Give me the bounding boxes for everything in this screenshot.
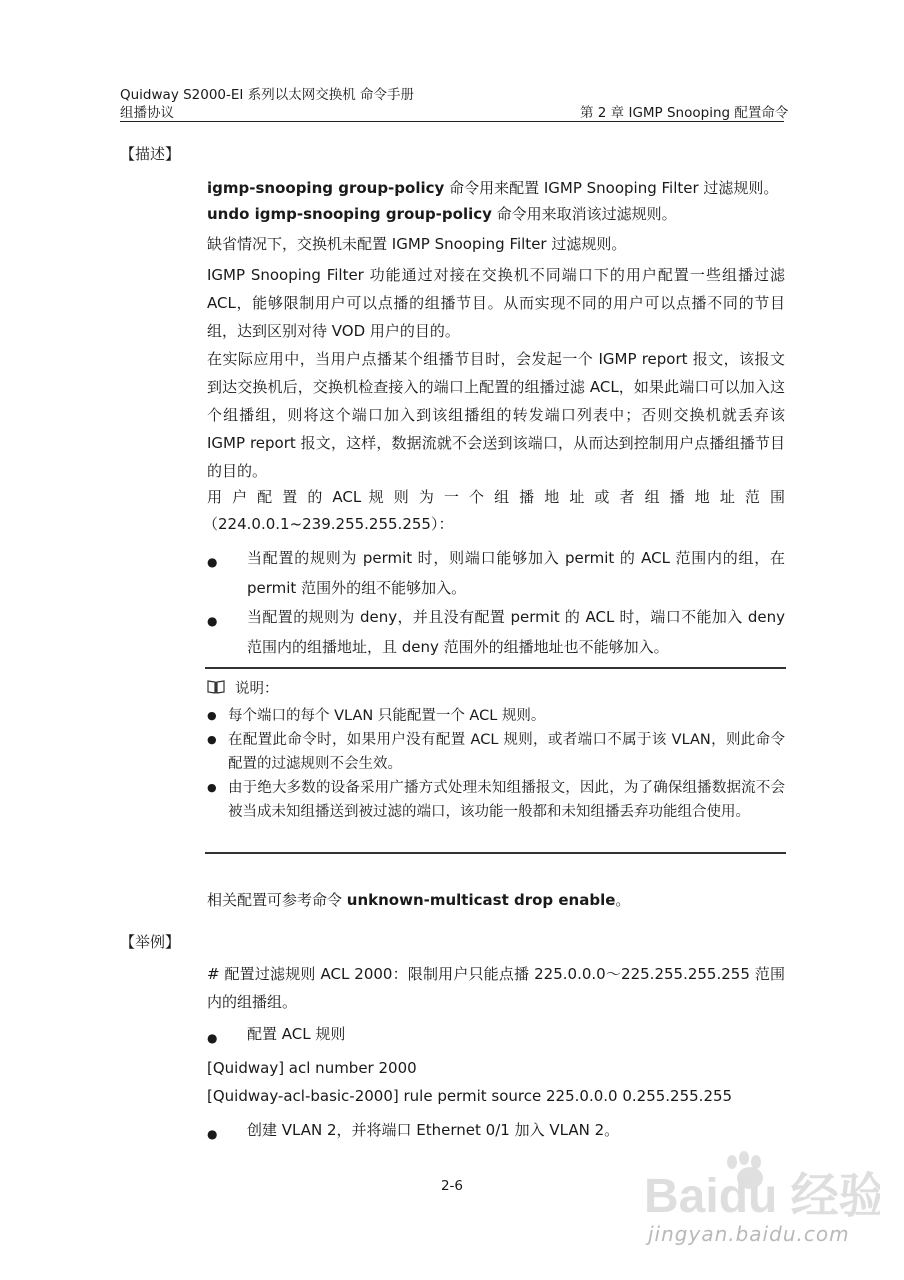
note-bottom-rule: [205, 852, 786, 854]
section-describe-heading: 【描述】: [120, 145, 181, 163]
header-section-name: 组播协议: [120, 105, 174, 121]
describe-bullet-deny: 当配置的规则为 deny，并且没有配置 permit 的 ACL 时，端口不能加入 deny范围内的组播地址，且 deny 范围外的组播地址也不能够加入。: [247, 608, 785, 656]
bullet-icon: ●: [207, 733, 217, 746]
describe-cmd1-line: igmp-snooping group-policy 命令用来配置 IGMP Snooping Filter 过滤规则。: [207, 179, 779, 197]
command-name: undo igmp-snooping group-policy: [207, 205, 492, 223]
describe-bullet-permit: 当配置的规则为 permit 时，则端口能够加入 permit 的 ACL 范围内的组，在permit 范围外的组不能够加入。: [247, 549, 785, 597]
watermark-logo-text: Baidu 经验: [644, 1170, 880, 1222]
baidu-watermark-logo: [640, 1148, 880, 1222]
note-item-3: 由于绝大多数的设备采用广播方式处理未知组播报文，因此，为了确保组播数据流不会被当成未知组播送到被过滤的端口，该功能一般都和未知组播丢弃功能组合使用。: [228, 780, 785, 820]
bullet-icon: ●: [207, 1031, 218, 1045]
book-icon: [207, 679, 225, 695]
example-intro: # 配置过滤规则 ACL 2000：限制用户只能点播 225.0.0.0～225.255.255.255 范围内的组播组。: [207, 965, 785, 1011]
describe-rule-line2: （224.0.0.1~239.255.255.255）：: [203, 515, 454, 533]
related-config-line: 相关配置可参考命令 unknown-multicast drop enable。: [207, 891, 631, 909]
cli-line-1: [Quidway] acl number 2000: [207, 1059, 417, 1077]
describe-cmd2-line: undo igmp-snooping group-policy 命令用来取消该过滤规则。: [207, 205, 677, 223]
watermark-url: jingyan.baidu.com: [648, 1222, 850, 1246]
bullet-icon: ●: [207, 555, 218, 569]
bullet-icon: ●: [207, 709, 217, 722]
command-name: igmp-snooping group-policy: [207, 179, 445, 197]
cli-line-2: [Quidway-acl-basic-2000] rule permit source 225.0.0.0 0.255.255.255: [207, 1087, 733, 1105]
bullet-icon: ●: [207, 614, 218, 628]
bullet-icon: ●: [207, 781, 217, 794]
note-item-2: 在配置此命令时，如果用户没有配置 ACL 规则，或者端口不属于该 VLAN，则此命令配置的过滤规则不会生效。: [228, 732, 785, 772]
note-title: 说明：: [235, 681, 279, 697]
describe-filter-paragraph: IGMP Snooping Filter 功能通过对接在交换机不同端口下的用户配置一些组播过滤ACL，能够限制用户可以点播的组播节目。从而实现不同的用户可以点播不同的节目组，达到区别对待 VOD 用户的目的。: [207, 266, 785, 340]
describe-default-paragraph: 缺省情况下，交换机未配置 IGMP Snooping Filter 过滤规则。: [207, 235, 627, 253]
bullet-icon: ●: [207, 1127, 218, 1141]
page-number: 2-6: [440, 1178, 464, 1194]
related-command: unknown-multicast drop enable: [346, 891, 616, 909]
note-top-rule: [205, 667, 786, 669]
describe-rule-line1: 用 户 配 置 的 ACL 规 则 为 一 个 组 播 地 址 或 者 组 播 地 址 范 围: [207, 488, 785, 506]
header-doc-title: Quidway S2000-EI 系列以太网交换机 命令手册: [120, 87, 414, 103]
note-item-1: 每个端口的每个 VLAN 只能配置一个 ACL 规则。: [228, 708, 546, 724]
example-step-acl: 配置 ACL 规则: [247, 1025, 346, 1043]
example-step-vlan: 创建 VLAN 2，并将端口 Ethernet 0/1 加入 VLAN 2。: [247, 1121, 620, 1139]
section-example-heading: 【举例】: [120, 933, 181, 951]
header-chapter: 第 2 章 IGMP Snooping 配置命令: [580, 105, 789, 121]
describe-usage-paragraph: 在实际应用中，当用户点播某个组播节目时，会发起一个 IGMP report 报文，该报文到达交换机后，交换机检查接入的端口上配置的组播过滤 ACL，如果此端口可以加入这个组播组，则将这个端口加入到该组播组的转发端口列表中；否则交换机就丢弃该 IGMP report 报文，这样，数据流就不会送到该端口，从而达到控制用户点播组播节目的目的。: [207, 350, 785, 480]
header-rule: [120, 121, 784, 122]
